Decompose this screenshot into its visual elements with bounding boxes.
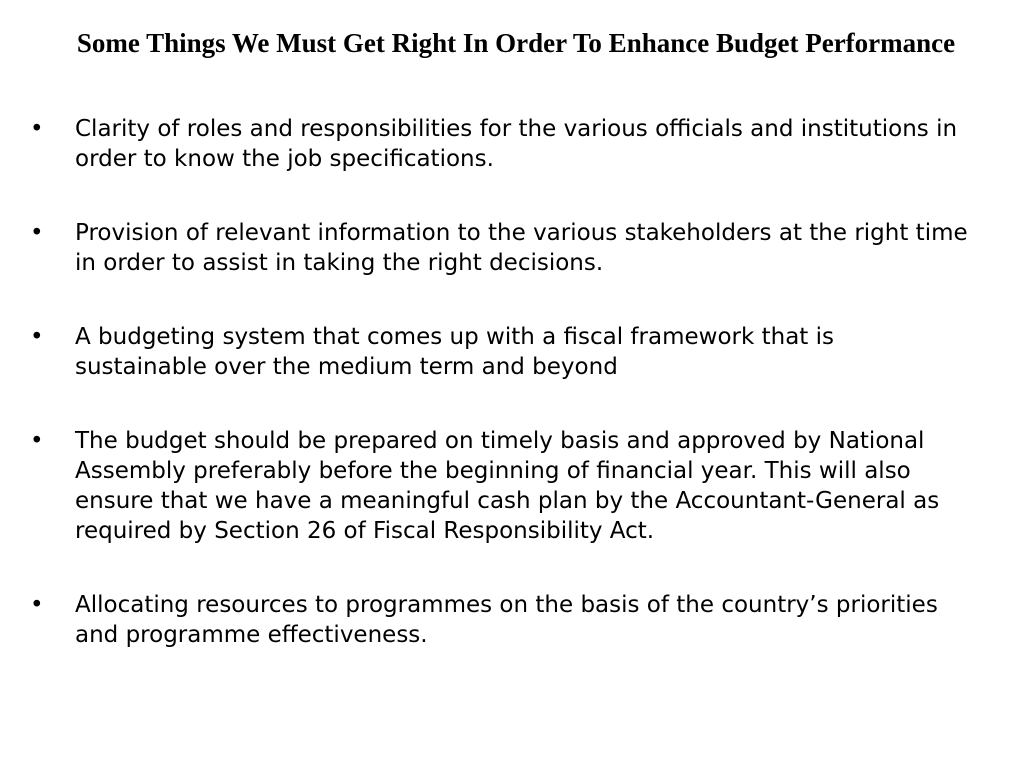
list-item bbox=[30, 218, 970, 278]
bullet-text: Allocating resources to programmes on the basis of the country’s priorities and programme effectiveness. bbox=[75, 592, 938, 648]
list-item bbox=[30, 590, 970, 650]
bullet-icon: • bbox=[30, 116, 44, 142]
list-item bbox=[30, 322, 970, 382]
bullet-list bbox=[30, 114, 970, 694]
bullet-text: Clarity of roles and responsibilities for the various officials and institutions in order to know the job specifications. bbox=[75, 116, 958, 172]
bullet-text: The budget should be prepared on timely basis and approved by National Assembly preferably before the beginning of financial year. This will also ensure that we have a meaningful cash plan by the Accountant-General as required by Section 26 of Fiscal Responsibility Act. bbox=[75, 428, 940, 544]
bullet-text: A budgeting system that comes up with a fiscal framework that is sustainable over the medium term and beyond bbox=[75, 324, 834, 380]
bullet-text: Provision of relevant information to the various stakeholders at the right time in order to assist in taking the right decisions. bbox=[75, 220, 968, 276]
bullet-icon: • bbox=[30, 324, 44, 350]
bullet-icon: • bbox=[30, 220, 44, 246]
list-item bbox=[30, 114, 970, 174]
slide-title: Some Things We Must Get Right In Order To Enhance Budget Performance bbox=[76, 28, 956, 58]
bullet-icon: • bbox=[30, 592, 44, 618]
bullet-icon: • bbox=[30, 428, 44, 454]
list-item bbox=[30, 426, 970, 546]
